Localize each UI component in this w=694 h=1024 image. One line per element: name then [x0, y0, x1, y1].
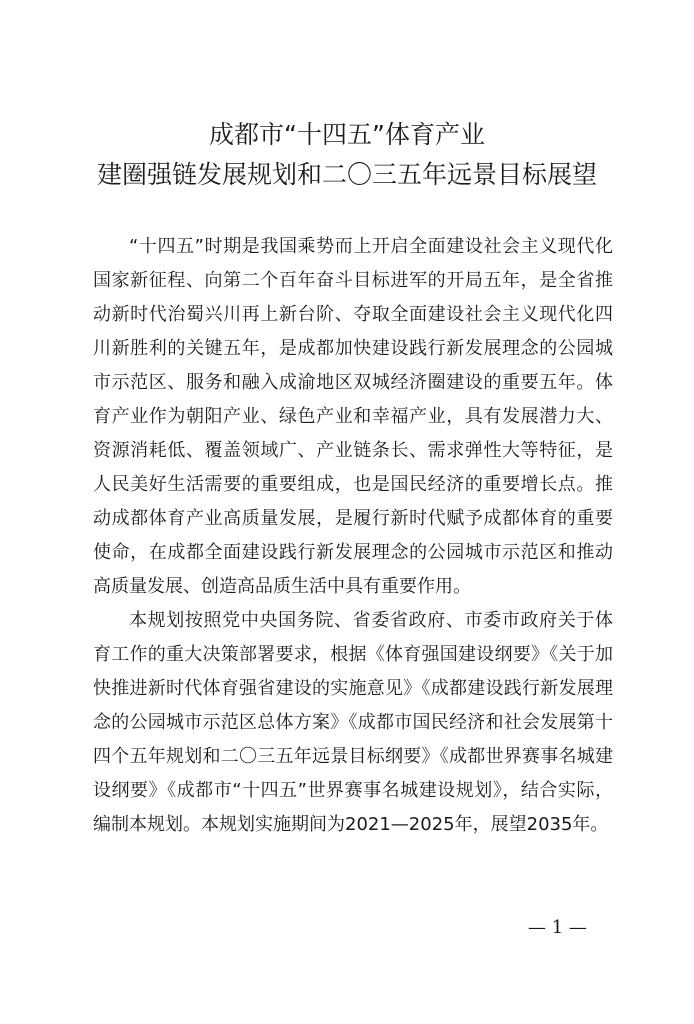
- document-title-line-2: 建圈强链发展规划和二〇三五年远景目标展望: [96, 160, 597, 189]
- body-paragraph-1: “十四五”时期是我国乘势而上开启全面建设社会主义现代化国家新征程、向第二个百年奋斗目标进军的开局五年，是全省推动新时代治蜀兴川再上新台阶、夺取全面建设社会主义现代化四川新胜利的关键五年，是成都加快建设践行新发展理念的公园城市示范区、服务和融入成渝地区双城经济圈建设的重要五年。体育产业作为朝阳产业、绿色产业和幸福产业，具有发展潜力大、资源消耗低、覆盖领域广、产业链条长、需求弹性大等特征，是人民美好生活需要的重要组成，也是国民经济的重要增长点。推动成都体育产业高质量发展，是履行新时代赋予成都体育的重要使命，在成都全面建设践行新发展理念的公园城市示范区和推动高质量发展、创造高品质生活中具有重要作用。: [93, 236, 613, 597]
- document-body: [93, 230, 613, 842]
- body-paragraph-2: 本规划按照党中央国务院、省委省政府、市委市政府关于体育工作的重大决策部署要求，根据《体育强国建设纲要》《关于加快推进新时代体育强省建设的实施意见》《成都建设践行新发展理念的公园城市示范区总体方案》《成都市国民经济和社会发展第十四个五年规划和二〇三五年远景目标纲要》《成都世界赛事名城建设纲要》《成都市“十四五”世界赛事名城建设规划》，结合实际，编制本规划。本规划实施期间为2021—2025年，展望2035年。: [93, 610, 613, 835]
- page-number: — 1 —: [528, 917, 587, 938]
- document-title-line-1: 成都市“十四五”体育产业: [209, 120, 485, 149]
